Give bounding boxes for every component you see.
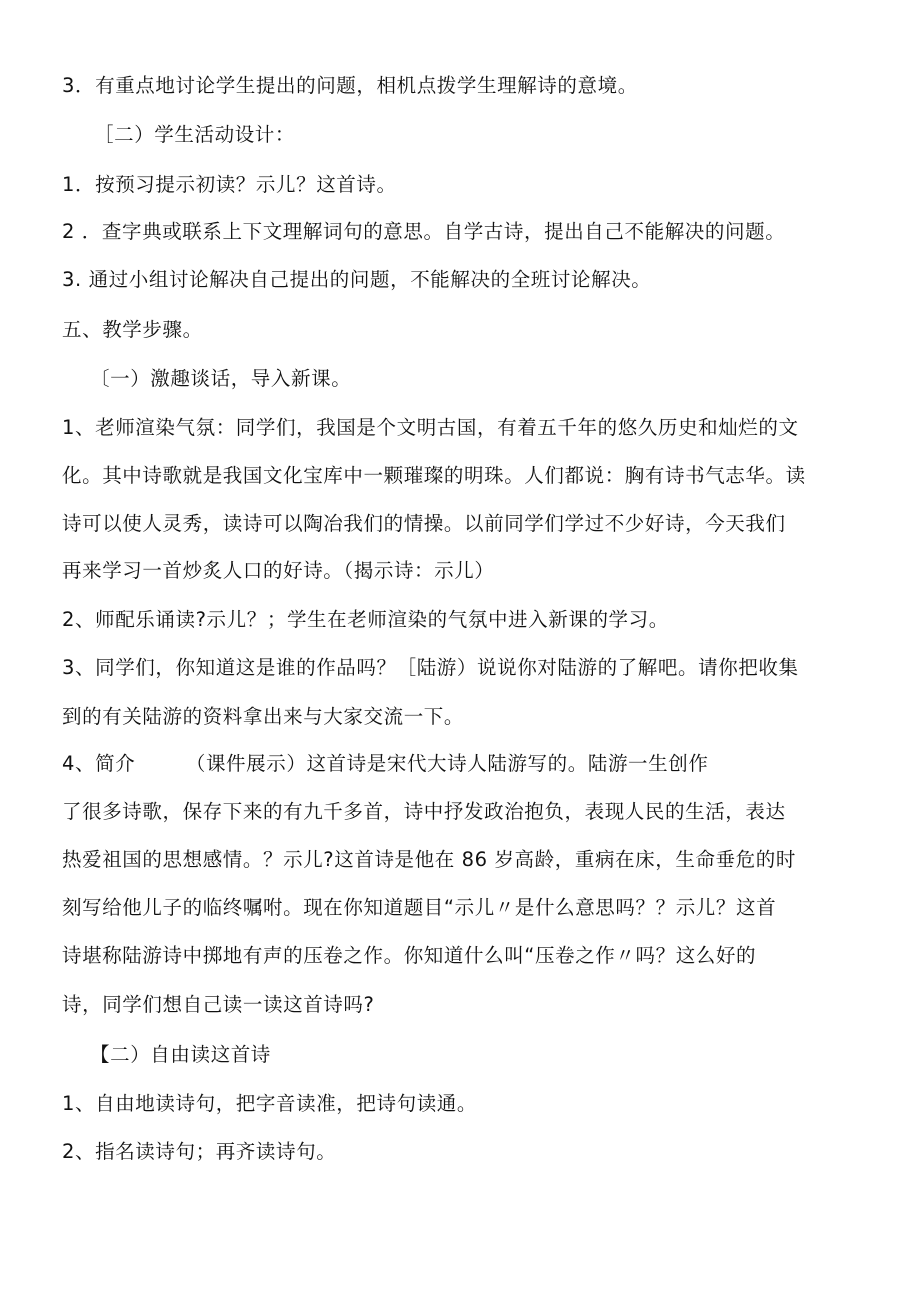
paragraph-line: 4、简介 （课件展示）这首诗是宋代大诗人陆游写的。陆游一生创作 (62, 752, 709, 775)
paragraph-line: 诗，同学们想自己读一读这首诗吗? (62, 993, 375, 1016)
paragraph-line: 3．有重点地讨论学生提出的问题，相机点拨学生理解诗的意境。 (62, 74, 638, 97)
paragraph-line: 到的有关陆游的资料拿出来与大家交流一下。 (62, 705, 465, 728)
paragraph-line: 再来学习一首炒炙人口的好诗。（揭示诗：示儿） (62, 559, 495, 582)
section-heading: ［二）学生活动设计： (94, 123, 296, 146)
section-heading: 〔一）激趣谈话，导入新课。 (90, 367, 352, 390)
paragraph-line: 3、同学们，你知道这是谁的作品吗？［陆游）说说你对陆游的了解吧。请你把收集 (62, 656, 799, 679)
paragraph-line: 热爱祖国的思想感情。？示儿?这首诗是他在 86 岁高龄，重病在床，生命垂危的时 (62, 848, 796, 871)
paragraph-line: 3. 通过小组讨论解决自己提出的问题，不能解决的全班讨论解决。 (62, 268, 652, 291)
paragraph-line: 1、老师渲染气氛：同学们，我国是个文明古国，有着五千年的悠久历史和灿烂的文 (62, 416, 799, 439)
paragraph-line: 诗堪称陆游诗中掷地有声的压卷之作。你知道什么叫“压卷之作〃吗？这么好的 (62, 944, 757, 967)
section-heading: 【二）自由读这首诗 (90, 1043, 271, 1066)
paragraph-line: 2、师配乐诵读?示儿？；学生在老师渲染的气氛中进入新课的学习。 (62, 608, 669, 631)
paragraph-line: 了很多诗歌，保存下来的有九千多首，诗中抒发政治抱负，表现人民的生活，表达 (62, 800, 786, 823)
paragraph-line: 1、自由地读诗句，把字音读准，把诗句读通。 (62, 1092, 478, 1115)
paragraph-line: 化。其中诗歌就是我国文化宝库中一颗璀璨的明珠。人们都说：胸有诗书气志华。读 (62, 464, 806, 487)
paragraph-line: 诗可以使人灵秀，读诗可以陶冶我们的情操。以前同学们学过不少好诗，今天我们 (62, 512, 786, 535)
paragraph-line: 1．按预习提示初读？示儿？这首诗。 (62, 173, 397, 196)
section-heading: 五、教学步骤。 (62, 318, 203, 341)
paragraph-line: 2 ．查字典或联系上下文理解词句的意思。自学古诗，提出自己不能解决的问题。 (62, 220, 786, 243)
paragraph-line: 刻写给他儿子的临终嘱咐。现在你知道题目“示儿〃是什么意思吗？？示儿？这首 (62, 896, 777, 919)
paragraph-line: 2、指名读诗句；再齐读诗句。 (62, 1140, 337, 1163)
